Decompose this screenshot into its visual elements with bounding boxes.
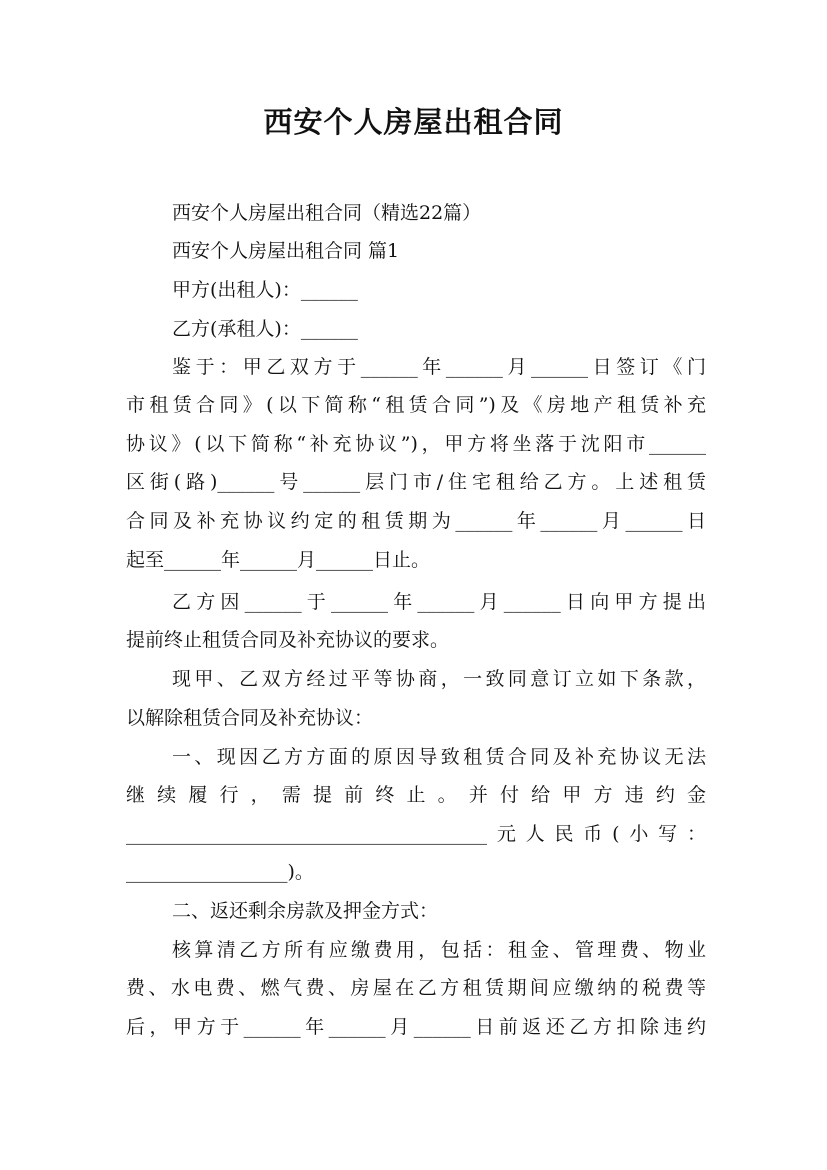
document-title: 西安个人房屋出租合同 [263, 105, 564, 139]
party-a-line: 甲方(出租人)：______ [172, 279, 358, 301]
body-line: 乙方因______于______年______月______日向甲方提出 [172, 591, 706, 613]
body-line: 现甲、乙双方经过平等协商，一致同意订立如下条款， [172, 668, 706, 690]
body-line: 区街(路)______号______层门市/住宅租给乙方。上述租赁 [126, 471, 706, 493]
body-line: 合同及补充协议约定的租赁期为______年______月______日 [126, 510, 706, 532]
clause-one-line: 继续履行，需提前终止。并付给甲方违约金 [126, 784, 706, 806]
clause-two-line: 核算清乙方所有应缴费用，包括：租金、管理费、物业 [172, 939, 706, 961]
body-line: 提前终止租赁合同及补充协议的要求。 [126, 629, 450, 651]
subtitle-line: 西安个人房屋出租合同（精选22篇） [172, 202, 482, 224]
clause-two-line: 后，甲方于______年______月______日前返还乙方扣除违约 [126, 1016, 706, 1038]
clause-one-line: ______________________________________元人民币(小写： [126, 823, 706, 845]
body-line: 鉴于：甲乙双方于______年______月______日签订《门 [172, 356, 706, 378]
clause-two-heading: 二、返还剩余房款及押金方式： [172, 900, 439, 922]
body-line: 起至______年______月______日止。 [126, 549, 431, 571]
body-line: 市租赁合同》(以下简称“租赁合同”)及《房地产租赁补充 [126, 394, 706, 416]
body-line: 协议》(以下简称“补充协议”)，甲方将坐落于沈阳市______ [126, 433, 706, 455]
body-line: 以解除租赁合同及补充协议： [126, 707, 374, 729]
clause-two-line: 费、水电费、燃气费、房屋在乙方租赁期间应缴纳的税费等 [126, 977, 706, 999]
party-b-line: 乙方(承租人)：______ [172, 318, 358, 340]
clause-one-line: 一、现因乙方方面的原因导致租赁合同及补充协议无法 [172, 746, 706, 768]
clause-one-line: _________________)。 [126, 861, 314, 883]
section-heading: 西安个人房屋出租合同 篇1 [172, 240, 400, 262]
